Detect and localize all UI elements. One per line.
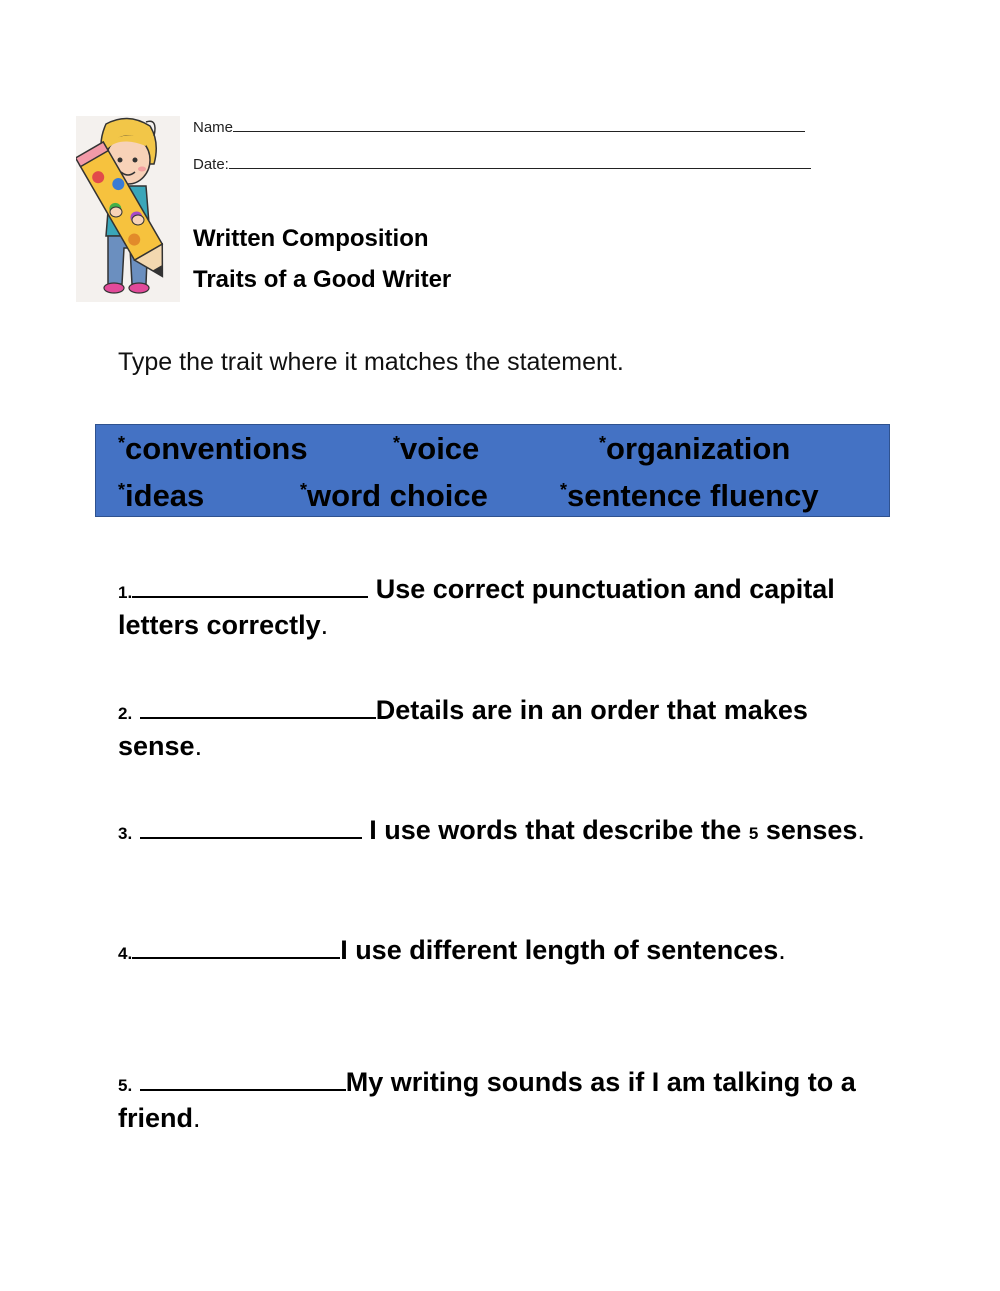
answer-blank-5[interactable]	[140, 1067, 346, 1091]
question-5: 5. My writing sounds as if I am talking to a friend.	[118, 1067, 856, 1133]
date-label: Date:	[193, 156, 229, 173]
question-number: 4.	[118, 944, 133, 963]
question-number: 5.	[118, 1076, 133, 1095]
name-label: Name	[193, 119, 234, 136]
name-blank[interactable]	[233, 118, 805, 132]
question-number: 1.	[118, 583, 133, 602]
word-bank-item: *voice	[393, 431, 480, 466]
question-number: 2.	[118, 704, 133, 723]
question-1: 1. Use correct punctuation and capital letters correctly.	[118, 574, 835, 640]
answer-blank-4[interactable]	[132, 935, 340, 959]
answer-blank-3[interactable]	[140, 815, 362, 839]
question-4: 4. I use different length of sentences.	[118, 935, 786, 965]
question-text: I use different length of sentences	[340, 935, 779, 965]
instruction-text: Type the trait where it matches the statement.	[118, 348, 624, 376]
name-field[interactable]	[193, 118, 805, 136]
girl-with-pencil-icon	[76, 116, 180, 302]
word-bank-item: *word choice	[300, 478, 488, 513]
question-text: Use correct punctuation and capital letters correctly	[118, 574, 835, 640]
question-3: 3. I use words that describe the 5 senses.	[118, 815, 865, 845]
question-text: Details are in an order that makes sense	[118, 695, 808, 761]
worksheet-title: Written Composition	[193, 225, 429, 252]
word-bank-item: *organization	[599, 431, 791, 466]
answer-blank-1[interactable]	[132, 574, 368, 598]
question-text: I use words that describe the	[369, 815, 742, 845]
word-bank-item: *sentence fluency	[560, 478, 819, 513]
question-2: 2. Details are in an order that makes sense.	[118, 695, 808, 761]
word-bank	[95, 424, 890, 517]
word-bank-item: *ideas	[118, 478, 205, 513]
worksheet-subtitle: Traits of a Good Writer	[193, 266, 452, 293]
question-text: My writing sounds as if I am talking to a friend	[118, 1067, 856, 1133]
word-bank-item: *conventions	[118, 431, 308, 466]
date-blank[interactable]	[229, 155, 811, 169]
question-number: 3.	[118, 824, 133, 843]
date-field[interactable]	[193, 155, 811, 173]
answer-blank-2[interactable]	[140, 695, 376, 719]
